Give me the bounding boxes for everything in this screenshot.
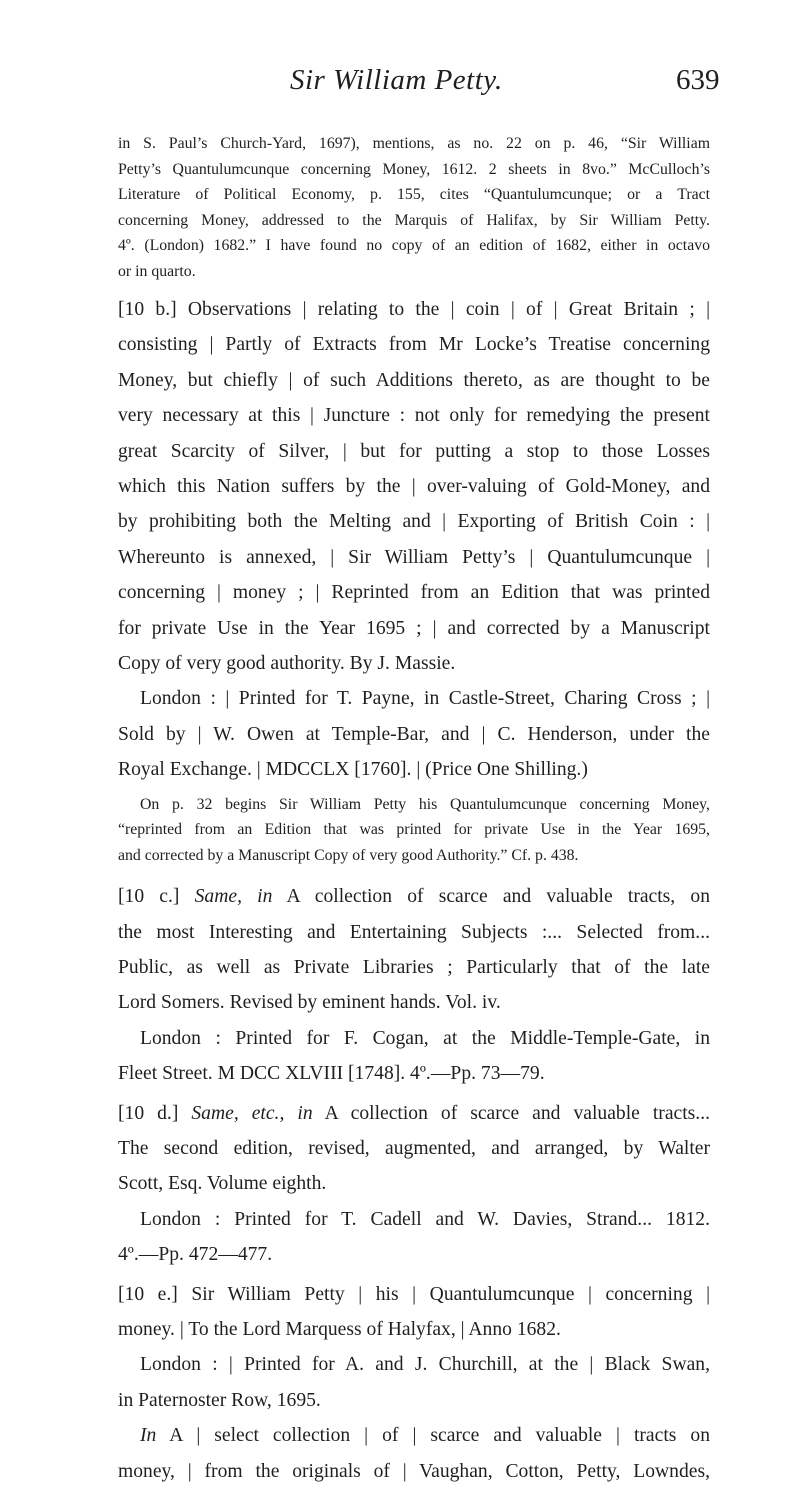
text-line: and corrected by a Manuscript Copy of very good Authority.” Cf. p. 438. [118,846,579,864]
title-text: A collection of scarce and valuable tracts... [324,1102,710,1124]
text-line: great Scarcity of Silver, | but for putting a stop to those Losses [118,440,710,462]
text-line: London : Printed for F. Cogan, at the Middle-Temple-Gate, in [140,1027,710,1049]
text-line [118,1418,710,1453]
text-line: Lord Somers. Revised by eminent hands. Vol. iv. [118,992,501,1014]
same-italic: Same, [194,886,242,908]
same-etc-italic: Same, etc., [191,1102,285,1124]
text-line: or in quarto. [118,262,196,280]
text-line: money, | from the originals of | Vaughan, Cotton, Petty, Lowndes, [118,1460,710,1482]
entry-label: [10 d.] [118,1102,179,1124]
text-line: Fleet Street. M DCC XLVIII [1748]. 4º.—Pp. 73—79. [118,1063,545,1085]
text-line: in Paternoster Row, 1695. [118,1389,321,1411]
text-line: money. | To the Lord Marquess of Halyfax, | Anno 1682. [118,1319,561,1341]
text-line: the most Interesting and Entertaining Subjects :... Selected from... [118,921,710,943]
text-line [118,879,710,914]
text-line [118,1096,710,1131]
in-italic: in [297,1102,313,1124]
text-line: “reprinted from an Edition that was printed for private Use in the Year 1695, [118,821,710,839]
in-italic: In [140,1425,157,1447]
text-line: On p. 32 begins Sir William Petty his Quantulumcunque concerning Money, [140,795,710,813]
text-line: in S. Paul’s Church-Yard, 1697), mentions, as no. 22 on p. 46, “Sir William [118,135,710,152]
in-italic: in [257,886,273,908]
text-line: 4º.—Pp. 472—477. [118,1244,273,1266]
entry-10c-imprint [118,1021,710,1092]
text-line: London : | Printed for A. and J. Churchill, at the | Black Swan, [140,1354,710,1376]
text-line: Literature of Political Economy, p. 155, cites “Quantulumcunque; or a Tract [118,186,710,203]
entry-10c-title [118,879,710,1021]
entry-10b-note [118,792,710,869]
entry-10e-collection [118,1418,710,1489]
text-line: consisting | Partly of Extracts from Mr Locke’s Treatise concerning [118,334,710,356]
text-line: London : | Printed for T. Payne, in Castle-Street, Charing Cross ; | [140,688,710,710]
text-line: by prohibiting both the Melting and | Exporting of British Coin : | [118,511,710,533]
running-title: Sir William Petty. [290,64,503,96]
entry-10b-title [118,292,710,681]
intro-note [118,131,710,284]
text-line: concerning Money, addressed to the Marquis of Halifax, by Sir William Petty. [118,211,710,229]
text-line: Scott, Esq. Volume eighth. [118,1173,327,1195]
title-text: A | select collection | of | scarce and valuable | tracts on [169,1425,710,1447]
text-line: which this Nation suffers by the | over-valuing of Gold-Money, and [118,476,710,498]
running-head [0,64,800,104]
entry-label: [10 c.] [118,886,180,908]
text-line: Whereunto is annexed, | Sir William Petty’s | Quantulumcunque | [118,546,710,568]
entry-10e-imprint [118,1347,710,1418]
text-line: Petty’s Quantulumcunque concerning Money, 1612. 2 sheets in 8vo.” McCulloch’s [118,160,710,178]
text-line: Sold by | W. Owen at Temple-Bar, and | C. Henderson, under the [118,723,710,745]
text-line: very necessary at this | Juncture : not only for remedying the present [118,405,710,427]
text-line: The second edition, revised, augmented, and arranged, by Walter [118,1138,710,1160]
text-line: Copy of very good authority. By J. Massie. [118,653,456,675]
text-line: 4º. (London) 1682.” I have found no copy of an edition of 1682, either in octavo [118,237,710,254]
entry-10b-imprint [118,681,710,787]
entry-10d-imprint [118,1202,710,1273]
text-line: London : Printed for T. Cadell and W. Davies, Strand... 1812. [140,1208,710,1230]
entry-10d-title [118,1096,710,1202]
page-number: 639 [676,64,720,96]
text-line: Royal Exchange. | MDCCLX [1760]. | (Price One Shilling.) [118,759,588,781]
title-text: A collection of scarce and valuable tracts, on [286,886,710,908]
text-line: for private Use in the Year 1695 ; | and corrected by a Manuscript [118,617,710,639]
text-line: concerning | money ; | Reprinted from an Edition that was printed [118,582,710,604]
entry-10e-title [118,1277,710,1348]
body-text [118,131,710,1489]
text-line: Public, as well as Private Libraries ; Particularly that of the late [118,957,710,978]
text-line: Money, but chiefly | of such Additions thereto, as are thought to be [118,369,710,391]
text-line: [10 b.] Observations | relating to the | coin | of | Great Britain ; | [118,299,710,320]
text-line: [10 e.] Sir William Petty | his | Quantulumcunque | concerning | [118,1283,710,1305]
